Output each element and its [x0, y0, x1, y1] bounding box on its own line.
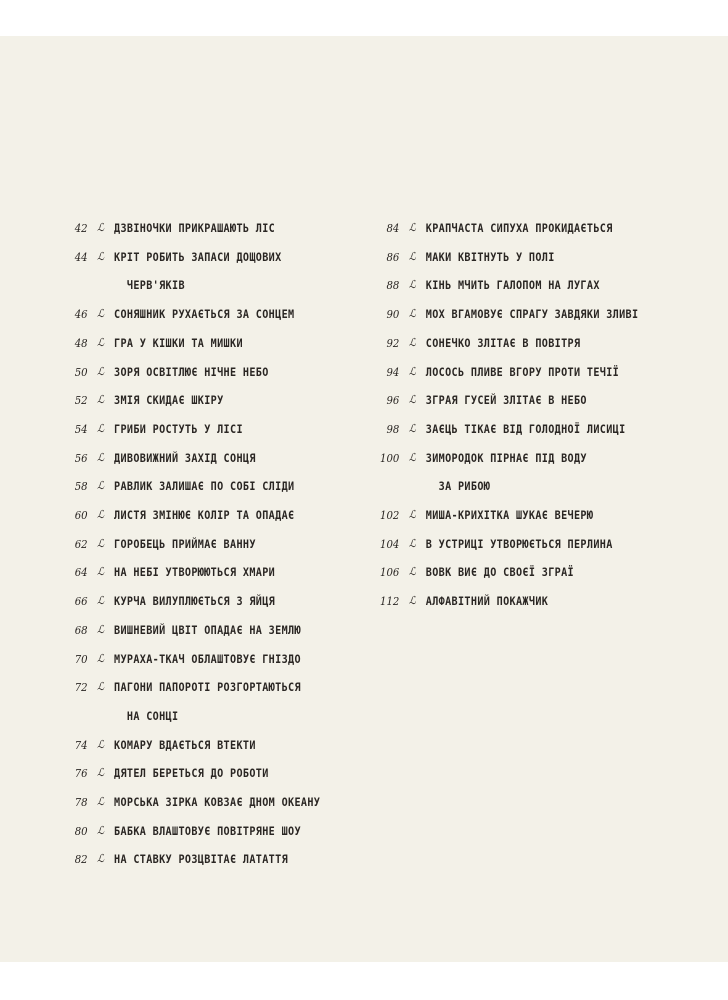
- page-number: 102: [380, 508, 400, 523]
- page-number: 94: [386, 364, 400, 379]
- entry-title: ЗГРАЯ ГУСЕЙ ЗЛІТАЄ В НЕБО: [425, 393, 587, 408]
- toc-entry[interactable]: [70, 415, 312, 444]
- toc-entry[interactable]: [70, 386, 312, 415]
- page-number: 98: [386, 421, 400, 436]
- entry-title: В УСТРИЦІ УТВОРЮЄТЬСЯ ПЕРЛИНА: [425, 536, 613, 551]
- leaf-ornament-icon: ℒ: [97, 622, 105, 636]
- page-number: 54: [74, 421, 88, 436]
- toc-entry[interactable]: [70, 616, 312, 645]
- entry-title: ПАГОНИ ПАПОРОТІ РОЗГОРТАЮТЬСЯ НА СОНЦІ: [114, 680, 301, 723]
- entry-title: ЗМІЯ СКИДАЄ ШКІРУ: [114, 393, 224, 408]
- entry-title: ЗОРЯ ОСВІТЛЮЄ НІЧНЕ НЕБО: [114, 364, 269, 379]
- leaf-ornament-icon: ℒ: [408, 421, 417, 435]
- entry-title: НА СТАВКУ РОЗЦВІТАЄ ЛАТАТТЯ: [114, 852, 289, 867]
- toc-entry[interactable]: [380, 530, 644, 559]
- entry-title: МАКИ КВІТНУТЬ У ПОЛІ: [425, 249, 555, 264]
- entry-title: КІНЬ МЧИТЬ ГАЛОПОМ НА ЛУГАХ: [425, 278, 600, 293]
- leaf-ornament-icon: ℒ: [97, 421, 105, 435]
- leaf-ornament-icon: ℒ: [408, 249, 417, 263]
- page-number: 48: [74, 335, 88, 350]
- entry-title: СОНЕЧКО ЗЛІТАЄ В ПОВІТРЯ: [425, 335, 581, 350]
- toc-entry[interactable]: [380, 300, 644, 329]
- toc-entry[interactable]: [380, 358, 644, 387]
- toc-entry[interactable]: [70, 788, 321, 817]
- page-number: 80: [74, 823, 88, 838]
- toc-entry[interactable]: [70, 731, 312, 760]
- leaf-ornament-icon: ℒ: [408, 335, 417, 349]
- page-number: 72: [74, 680, 88, 695]
- toc-entry[interactable]: [70, 845, 312, 874]
- leaf-ornament-icon: ℒ: [97, 393, 105, 407]
- toc-entry[interactable]: [70, 358, 312, 387]
- toc-column-left: [70, 214, 345, 874]
- page-number: 50: [74, 364, 88, 379]
- toc-entry[interactable]: [70, 817, 312, 846]
- page-number: 106: [380, 565, 400, 580]
- toc-entry[interactable]: [70, 673, 312, 730]
- page-number: 60: [74, 508, 88, 523]
- entry-title: АЛФАВІТНИЙ ПОКАЖЧИК: [425, 594, 549, 609]
- toc-entry[interactable]: [70, 243, 312, 300]
- leaf-ornament-icon: ℒ: [408, 508, 417, 522]
- page-number: 78: [74, 795, 88, 810]
- page-number: 82: [74, 852, 88, 867]
- toc-entry[interactable]: [380, 386, 644, 415]
- entry-title: МУРАХА-ТКАЧ ОБЛАШТОВУЄ ГНІЗДО: [114, 651, 301, 666]
- entry-title: ЗИМОРОДОК ПІРНАЄ ПІД ВОДУ ЗА РИБОЮ: [425, 450, 587, 494]
- toc-entry[interactable]: [380, 587, 644, 616]
- toc-entry[interactable]: [70, 501, 312, 530]
- toc-entry[interactable]: [70, 558, 312, 587]
- leaf-ornament-icon: ℒ: [97, 651, 105, 665]
- toc-entry[interactable]: [380, 501, 644, 530]
- page-number: 42: [74, 221, 88, 235]
- page-number: 76: [74, 766, 88, 781]
- toc-entry[interactable]: [380, 243, 644, 272]
- entry-title: КОМАРУ ВДАЄТЬСЯ ВТЕКТИ: [114, 737, 256, 752]
- page-number: 64: [74, 565, 88, 580]
- entry-title: РАВЛИК ЗАЛИШАЄ ПО СОБІ СЛІДИ: [114, 479, 295, 494]
- entry-title: ЛОСОСЬ ПЛИВЕ ВГОРУ ПРОТИ ТЕЧІЇ: [425, 364, 620, 379]
- page-number: 46: [74, 307, 88, 322]
- toc-entry[interactable]: [70, 300, 312, 329]
- page-number: 74: [74, 737, 88, 752]
- page-number: 90: [386, 307, 400, 322]
- page-number: 84: [386, 221, 400, 235]
- leaf-ornament-icon: ℒ: [97, 680, 105, 694]
- entry-title: МОРСЬКА ЗІРКА КОВЗАЄ ДНОМ ОКЕАНУ: [114, 795, 321, 810]
- entry-title: ГРИБИ РОСТУТЬ У ЛІСІ: [114, 421, 243, 436]
- leaf-ornament-icon: ℒ: [97, 565, 105, 579]
- leaf-ornament-icon: ℒ: [408, 364, 417, 378]
- page-number: 100: [380, 450, 400, 465]
- toc-entry[interactable]: [70, 759, 312, 788]
- toc-entry[interactable]: [380, 444, 644, 501]
- entry-title: ДЯТЕЛ БЕРЕТЬСЯ ДО РОБОТИ: [114, 766, 269, 781]
- entry-title: ЛИСТЯ ЗМІНЮЄ КОЛІР ТА ОПАДАЄ: [114, 508, 295, 523]
- leaf-ornament-icon: ℒ: [408, 536, 417, 550]
- leaf-ornament-icon: ℒ: [97, 536, 105, 550]
- entry-title: ВОВК ВИЄ ДО СВОЄЇ ЗГРАЇ: [425, 565, 574, 580]
- entry-title: ЗАЄЦЬ ТІКАЄ ВІД ГОЛОДНОЇ ЛИСИЦІ: [425, 421, 626, 436]
- leaf-ornament-icon: ℒ: [408, 450, 417, 464]
- leaf-ornament-icon: ℒ: [97, 450, 105, 464]
- entry-title: КУРЧА ВИЛУПЛЮЄТЬСЯ З ЯЙЦЯ: [114, 594, 276, 609]
- page-number: 70: [74, 651, 88, 666]
- toc-entry[interactable]: [70, 587, 312, 616]
- leaf-ornament-icon: ℒ: [408, 594, 417, 608]
- toc-entry[interactable]: [70, 645, 312, 674]
- page-number: 104: [380, 536, 400, 551]
- entry-title: МИША-КРИХІТКА ШУКАЄ ВЕЧЕРЮ: [425, 508, 594, 523]
- leaf-ornament-icon: ℒ: [408, 307, 417, 321]
- entry-title: КРАПЧАСТА СИПУХА ПРОКИДАЄТЬСЯ: [425, 221, 613, 235]
- page-number: 58: [74, 479, 88, 494]
- leaf-ornament-icon: ℒ: [408, 393, 417, 407]
- leaf-ornament-icon: ℒ: [97, 823, 105, 837]
- leaf-ornament-icon: ℒ: [97, 737, 105, 751]
- entry-title: НА НЕБІ УТВОРЮЮТЬСЯ ХМАРИ: [114, 565, 276, 580]
- toc-column-right: [380, 214, 680, 616]
- leaf-ornament-icon: ℒ: [408, 565, 417, 579]
- toc-entry[interactable]: [380, 558, 644, 587]
- entry-title: СОНЯШНИК РУХАЄТЬСЯ ЗА СОНЦЕМ: [114, 307, 295, 322]
- entry-title: ДЗВІНОЧКИ ПРИКРАШАЮТЬ ЛІС: [114, 221, 276, 235]
- leaf-ornament-icon: ℒ: [97, 221, 105, 234]
- leaf-ornament-icon: ℒ: [97, 508, 105, 522]
- page-number: 96: [386, 393, 400, 408]
- entry-title: ВИШНЕВИЙ ЦВІТ ОПАДАЄ НА ЗЕМЛЮ: [114, 622, 301, 637]
- page-number: 88: [386, 278, 400, 293]
- leaf-ornament-icon: ℒ: [97, 852, 105, 866]
- book-page: [0, 36, 728, 962]
- page-number: 92: [386, 335, 400, 350]
- entry-title: ГРА У КІШКИ ТА МИШКИ: [114, 335, 243, 350]
- toc-entry[interactable]: [70, 214, 312, 243]
- leaf-ornament-icon: ℒ: [97, 479, 105, 493]
- toc-entry[interactable]: [70, 444, 312, 473]
- toc-entry[interactable]: [70, 472, 312, 501]
- page-number: 86: [386, 249, 400, 264]
- entry-title: КРІТ РОБИТЬ ЗАПАСИ ДОЩОВИХ ЧЕРВ'ЯКІВ: [114, 249, 282, 293]
- page-number: 68: [74, 622, 88, 637]
- leaf-ornament-icon: ℒ: [97, 335, 105, 349]
- page-number: 44: [74, 249, 88, 264]
- toc-entry[interactable]: [380, 415, 644, 444]
- leaf-ornament-icon: ℒ: [97, 307, 105, 321]
- toc-entry[interactable]: [380, 329, 644, 358]
- entry-title: МОХ ВГАМОВУЄ СПРАГУ ЗАВДЯКИ ЗЛИВІ: [425, 307, 639, 322]
- leaf-ornament-icon: ℒ: [408, 221, 417, 234]
- toc-entry[interactable]: [70, 530, 312, 559]
- toc-entry[interactable]: [380, 271, 644, 300]
- leaf-ornament-icon: ℒ: [97, 594, 105, 608]
- toc-entry[interactable]: [380, 214, 644, 243]
- entry-title: БАБКА ВЛАШТОВУЄ ПОВІТРЯНЕ ШОУ: [114, 823, 301, 838]
- leaf-ornament-icon: ℒ: [97, 249, 105, 263]
- entry-title: ГОРОБЕЦЬ ПРИЙМАЄ ВАННУ: [114, 536, 256, 551]
- leaf-ornament-icon: ℒ: [97, 795, 105, 809]
- page-number: 66: [74, 594, 88, 609]
- entry-title: ДИВОВИЖНИЙ ЗАХІД СОНЦЯ: [114, 450, 256, 465]
- page-number: 112: [380, 594, 400, 609]
- page-number: 52: [74, 393, 88, 408]
- leaf-ornament-icon: ℒ: [97, 364, 105, 378]
- toc-entry[interactable]: [70, 329, 312, 358]
- leaf-ornament-icon: ℒ: [97, 766, 105, 780]
- page-number: 62: [74, 536, 88, 551]
- leaf-ornament-icon: ℒ: [408, 278, 417, 292]
- page-number: 56: [74, 450, 88, 465]
